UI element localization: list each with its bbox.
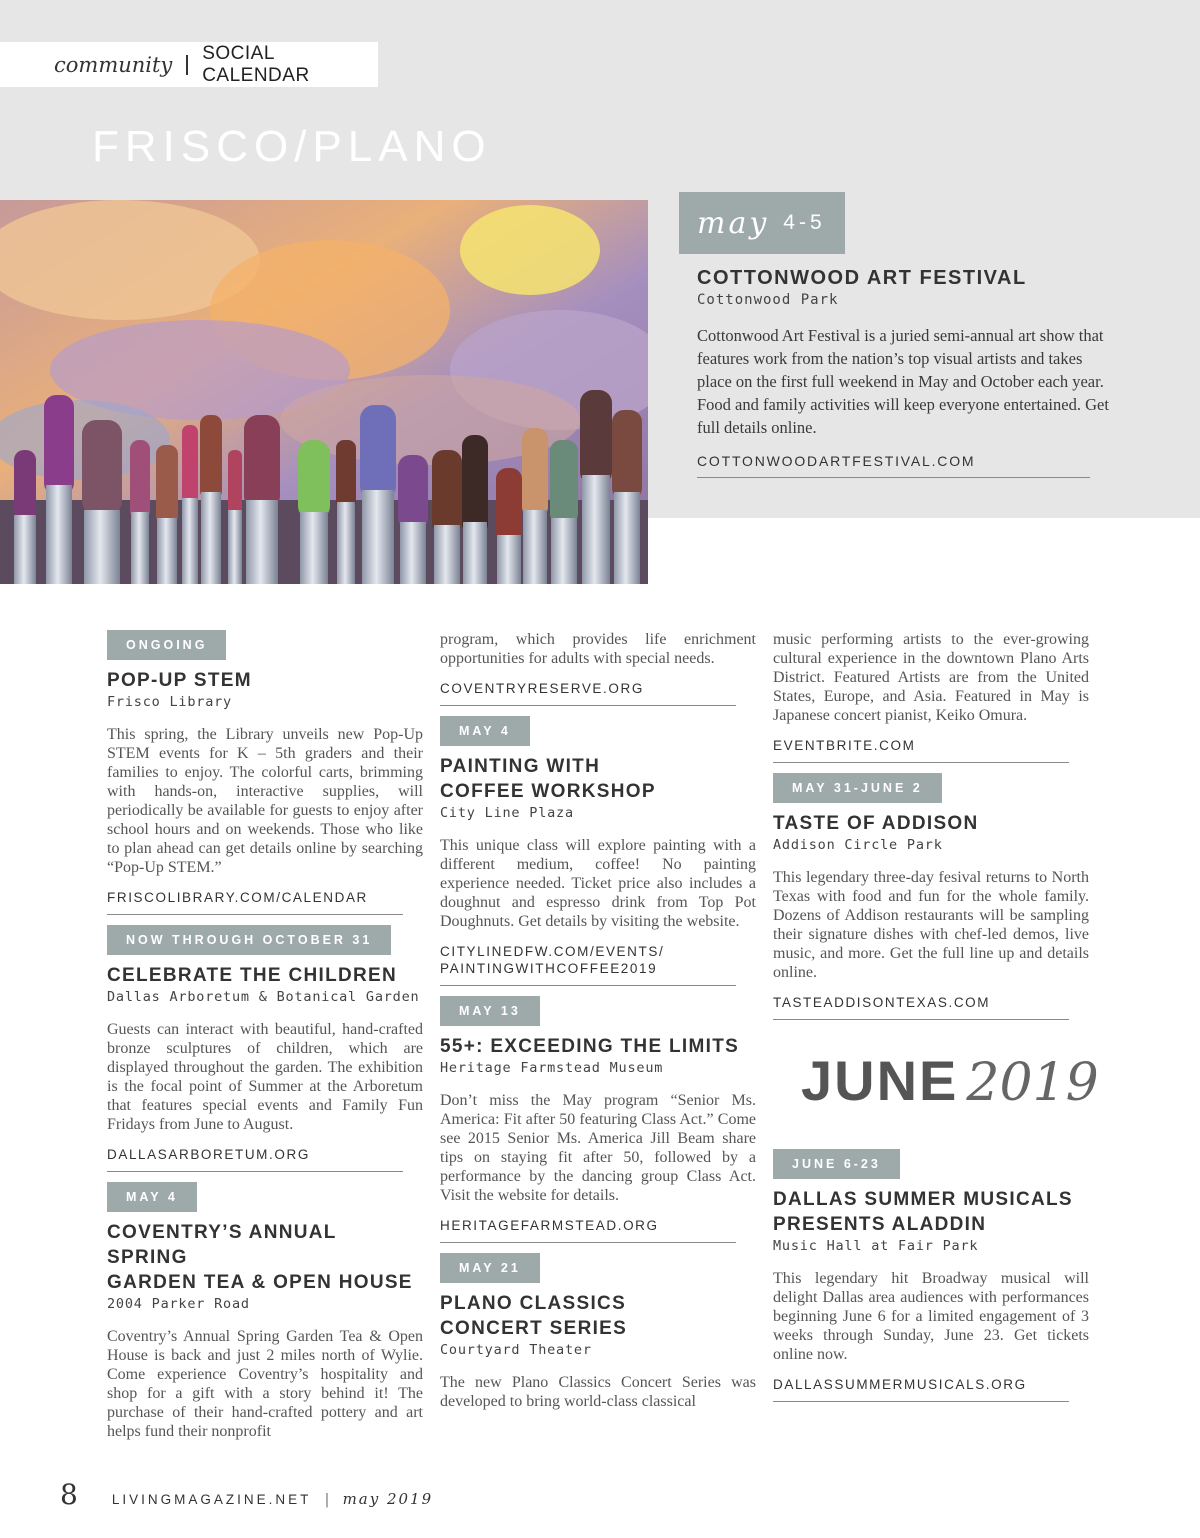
event-link[interactable]: HERITAGEFARMSTEAD.ORG: [440, 1218, 659, 1233]
page-footer: [60, 1478, 433, 1511]
event-title: PRESENTS ALADDIN: [773, 1214, 987, 1235]
divider: [440, 1242, 736, 1243]
feature-date-month: may: [697, 205, 770, 241]
footer-issue: may 2019: [342, 1490, 434, 1508]
event-date-tag: MAY 31-JUNE 2: [773, 773, 942, 803]
divider: [107, 914, 403, 915]
event-description: This spring, the Library unveils new Pop-Up STEM events for K – 5th graders and their families to enjoy. The colorful carts, brimming with hands-on, interactive supplies, will periodically be available for guests to enjoy after school hours and on weekends. Those who like to plan ahead can get details online by searching “Pop-Up STEM.”: [107, 726, 423, 876]
event-exceeding-the-limits: [440, 996, 756, 1243]
event-title: CONCERT SERIES: [440, 1318, 628, 1339]
event-description: This unique class will explore painting with a different medium, coffee! No painting experience needed. Ticket price also includes a doughnut and espresso drink from Top Pot Doughnuts. Get details by visiting the website.: [440, 837, 756, 930]
event-coventry-garden-tea-continued: [440, 630, 756, 706]
event-title: COVENTRY’S ANNUAL SPRING: [107, 1222, 337, 1268]
event-date-tag: JUNE 6-23: [773, 1149, 900, 1179]
event-venue: Addison Circle Park: [773, 837, 943, 853]
event-dallas-summer-musicals: [773, 1149, 1089, 1402]
event-description: The new Plano Classics Concert Series was developed to bring world-class classical: [440, 1374, 756, 1410]
event-date-tag: MAY 4: [107, 1182, 197, 1212]
event-title: PLANO CLASSICS: [440, 1293, 627, 1314]
event-pop-up-stem: [107, 630, 423, 915]
divider: [773, 1019, 1069, 1020]
month-heading-month: JUNE: [801, 1049, 959, 1112]
event-date-tag: MAY 21: [440, 1253, 540, 1283]
event-title: TASTE OF ADDISON: [773, 813, 979, 834]
event-description: program, which provides life enrichment opportunities for adults with special needs.: [440, 631, 756, 667]
event-description: Coventry’s Annual Spring Garden Tea & Open House is back and just 2 miles north of Wylie. Come experience Coventry’s hospitality and shop for a gift with a story behind it! The purchase of their hand-crafted pottery and art helps fund their nonprofit: [107, 1328, 423, 1440]
event-date-tag: MAY 13: [440, 996, 540, 1026]
event-plano-classics: [440, 1253, 756, 1411]
event-venue: Frisco Library: [107, 694, 232, 710]
section-header: [0, 42, 378, 87]
divider: |: [325, 1491, 329, 1508]
event-coventry-garden-tea: [107, 1182, 423, 1441]
event-venue: 2004 Parker Road: [107, 1296, 250, 1312]
event-venue: Heritage Farmstead Museum: [440, 1060, 664, 1076]
divider: [440, 985, 736, 986]
subsection-label: SOCIAL CALENDAR: [202, 42, 310, 86]
event-description: This legendary three-day fesival returns to North Texas with food and fun for the whole family. Dozens of Addison restaurants will be sampling their signature dishes with chef-led demos, live music, and more. Get the full line up and details online.: [773, 869, 1089, 981]
event-link[interactable]: DALLASARBORETUM.ORG: [107, 1147, 310, 1162]
event-link[interactable]: CITYLINEDFW.COM/EVENTS/: [440, 944, 665, 959]
event-link[interactable]: COVENTRYRESERVE.ORG: [440, 681, 644, 696]
event-venue: Dallas Arboretum & Botanical Garden: [107, 989, 420, 1005]
event-celebrate-the-children: [107, 925, 423, 1172]
event-link[interactable]: FRISCOLIBRARY.COM/CALENDAR: [107, 890, 368, 905]
event-title: CELEBRATE THE CHILDREN: [107, 965, 398, 986]
calendar-column-3: [773, 630, 1099, 1412]
event-date-tag: MAY 4: [440, 716, 530, 746]
event-description: Guests can interact with beautiful, hand-crafted bronze sculptures of children, which are displayed throughout the garden. The exhibition is the focal point of Summer at the Arboretum that features special events and Family Fun Fridays from June to August.: [107, 1021, 423, 1133]
feature-date-badge: [679, 192, 845, 254]
divider: [186, 55, 188, 75]
section-label: community: [54, 52, 173, 77]
event-description: Don’t miss the May program “Senior Ms. America: Fit after 50 featuring Class Act.” Come see 2015 Senior Ms. America Jill Beam share tips on staying fit after 50, followed by a performance by the dancing group Class Act. Visit the website for details.: [440, 1092, 756, 1204]
footer-site[interactable]: LIVINGMAGAZINE.NET: [111, 1492, 312, 1507]
month-heading: [801, 1048, 1099, 1113]
feature-date-days: 4-5: [783, 211, 826, 234]
event-painting-with-coffee: [440, 716, 756, 986]
event-title: PAINTING WITH: [440, 756, 601, 777]
feature-venue: Cottonwood Park: [697, 292, 839, 308]
paintbrushes-icon: [0, 200, 648, 584]
divider: [107, 1171, 403, 1172]
feature-title: COTTONWOOD ART FESTIVAL: [697, 267, 1027, 289]
event-date-tag: NOW THROUGH OCTOBER 31: [107, 925, 391, 955]
calendar-column-1: [107, 630, 423, 1451]
event-description: This legendary hit Broadway musical will delight Dallas area audiences with performances beginning June 6 for a limited engagement of 3 weeks through Sunday, June 23. Get tickets online now.: [773, 1270, 1089, 1363]
event-link[interactable]: EVENTBRITE.COM: [773, 738, 916, 753]
calendar-column-2: [440, 630, 756, 1421]
divider: [440, 705, 736, 706]
event-title: COFFEE WORKSHOP: [440, 781, 656, 802]
event-title: GARDEN TEA & OPEN HOUSE: [107, 1272, 413, 1293]
month-heading-year: 2019: [966, 1053, 1099, 1113]
divider: [773, 762, 1069, 763]
feature-link[interactable]: COTTONWOODARTFESTIVAL.COM: [697, 453, 976, 469]
event-title: DALLAS SUMMER MUSICALS: [773, 1189, 1073, 1210]
event-title: POP-UP STEM: [107, 670, 252, 691]
feature-description: Cottonwood Art Festival is a juried semi-annual art show that features work from the nation’s top visual artists and takes place on the first full weekend in May and October each year. Food and family activities will keep everyone entertained. Get full details online.: [697, 326, 1109, 437]
event-taste-of-addison: [773, 773, 1089, 1020]
divider: [697, 477, 1090, 478]
page-number: 8: [60, 1478, 78, 1511]
event-date-tag: ONGOING: [107, 630, 226, 660]
region-title: FRISCO/PLANO: [92, 122, 492, 171]
event-title: 55+: EXCEEDING THE LIMITS: [440, 1036, 740, 1057]
divider: [773, 1401, 1069, 1402]
event-plano-classics-continued: [773, 630, 1089, 763]
event-link[interactable]: PAINTINGWITHCOFFEE2019: [440, 961, 658, 976]
event-venue: Music Hall at Fair Park: [773, 1238, 979, 1254]
event-link[interactable]: DALLASSUMMERMUSICALS.ORG: [773, 1377, 1027, 1392]
feature-event: [697, 267, 1112, 478]
event-venue: Courtyard Theater: [440, 1342, 592, 1358]
event-description: music performing artists to the ever-growing cultural experience in the downtown Plano Arts District. Featured Artists are from the United States, Europe, and Asia. Featured in May is Japanese concert pianist, Keiko Omura.: [773, 631, 1089, 724]
event-link[interactable]: TASTEADDISONTEXAS.COM: [773, 995, 991, 1010]
event-venue: City Line Plaza: [440, 805, 574, 821]
